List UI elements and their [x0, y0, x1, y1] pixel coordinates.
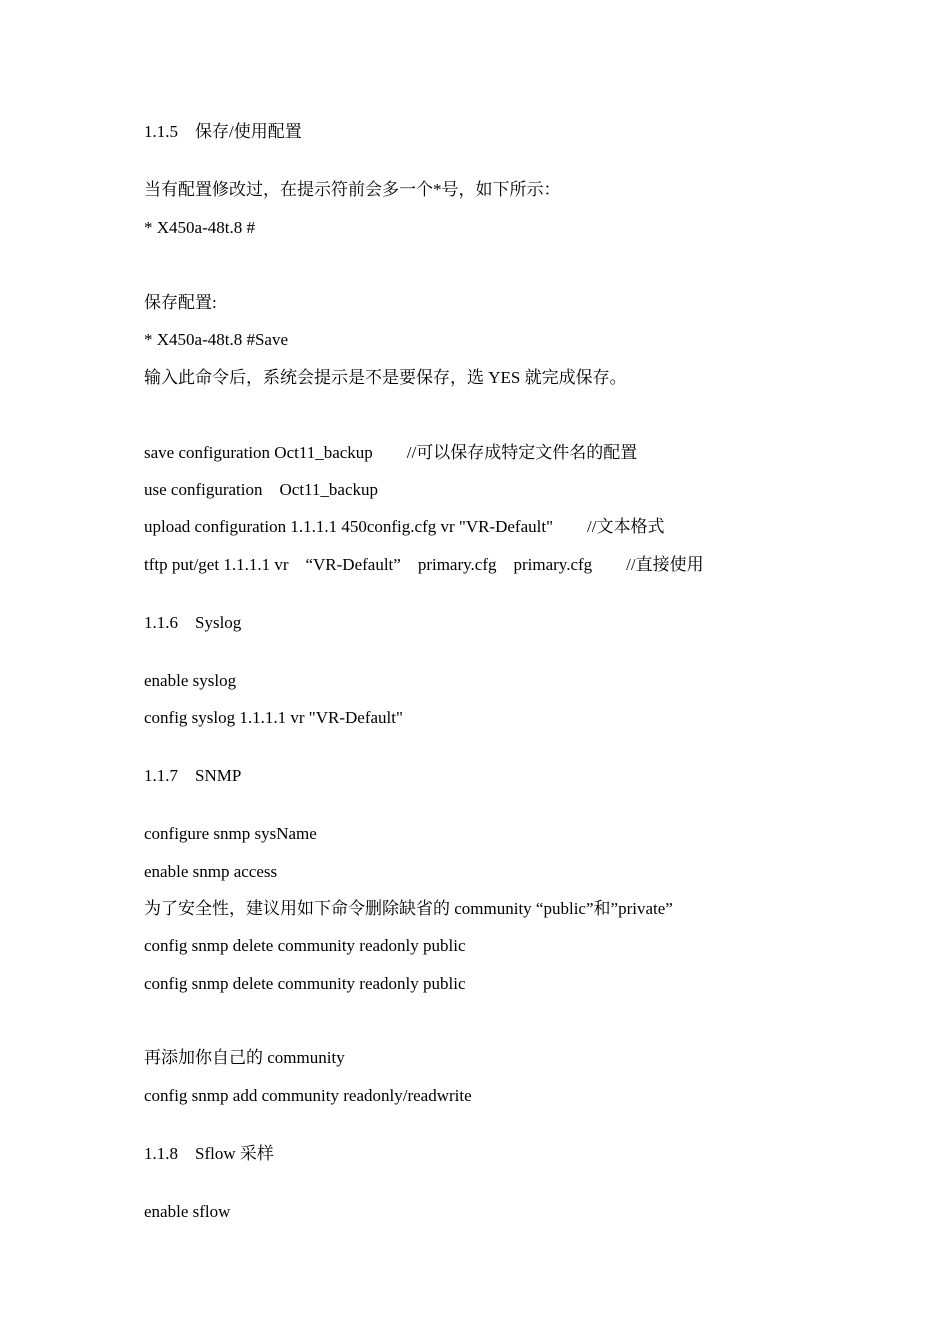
paragraph-text: 输入此命令后，系统会提示是不是要保存，选 YES 就完成保存。: [144, 368, 627, 387]
command-line: upload configuration 1.1.1.1 450config.cfg vr "VR-Default" //文本格式: [144, 517, 665, 536]
command-line: config snmp delete community readonly public: [144, 974, 466, 993]
command-line: configure snmp sysName: [144, 824, 317, 843]
section-heading-syslog: 1.1.6 Syslog: [144, 613, 242, 632]
section-heading-sflow: 1.1.8 Sflow 采样: [144, 1144, 274, 1163]
command-line: * X450a-48t.8 #Save: [144, 330, 289, 349]
paragraph-text: 为了安全性，建议用如下命令删除缺省的 community “public”和”private”: [144, 899, 673, 918]
paragraph-text: 当有配置修改过，在提示符前会多一个*号，如下所示：: [144, 180, 561, 199]
section-heading-snmp: 1.1.7 SNMP: [144, 766, 242, 785]
command-line: enable sflow: [144, 1202, 231, 1221]
section-heading-save-config: 1.1.5 保存/使用配置: [144, 122, 302, 141]
command-line: config snmp add community readonly/readwrite: [144, 1086, 472, 1105]
command-line: tftp put/get 1.1.1.1 vr “VR-Default” primary.cfg primary.cfg //直接使用: [144, 555, 704, 574]
paragraph-text: 再添加你自己的 community: [144, 1048, 345, 1067]
command-line: save configuration Oct11_backup //可以保存成特定文件名的配置: [144, 443, 638, 462]
command-line: config snmp delete community readonly public: [144, 936, 466, 955]
command-line: use configuration Oct11_backup: [144, 480, 378, 499]
command-line: enable syslog: [144, 671, 237, 690]
command-prompt-example: * X450a-48t.8 #: [144, 218, 255, 237]
command-line: enable snmp access: [144, 862, 278, 881]
paragraph-text: 保存配置:: [144, 293, 217, 312]
command-line: config syslog 1.1.1.1 vr "VR-Default": [144, 708, 403, 727]
